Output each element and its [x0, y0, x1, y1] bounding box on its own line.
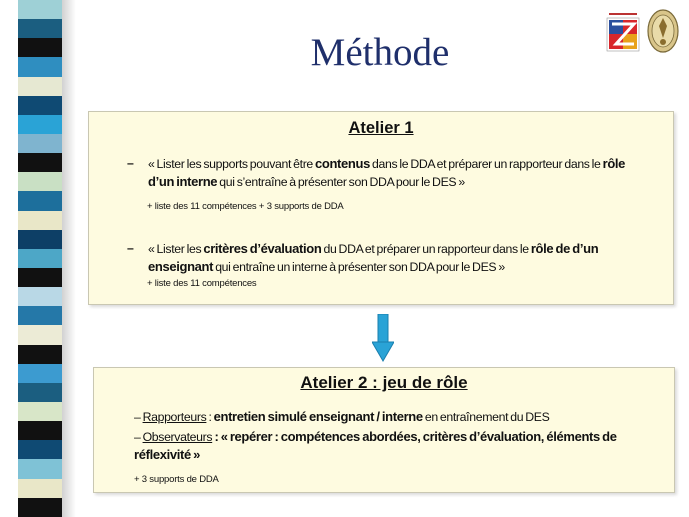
stripe-segment	[18, 153, 62, 172]
emphasis: : « repérer : compétences abordées, critères d’évaluation, éléments de réflexivité »	[134, 429, 617, 462]
atelier-2-box	[93, 367, 675, 493]
stripe-segment	[18, 268, 62, 287]
stripe-segment	[18, 287, 62, 306]
arrow-down-icon	[372, 314, 394, 362]
atelier-1-note-1: + liste des 11 compétences + 3 supports de DDA	[147, 201, 344, 212]
text-segment: du DDA et préparer un rapporteur dans le	[321, 242, 531, 256]
stripe-segment	[18, 96, 62, 115]
stripe-segment	[18, 345, 62, 364]
stripe-segment	[18, 440, 62, 459]
stripe-segment	[18, 191, 62, 210]
stripe-shadow	[62, 0, 76, 517]
atelier-2-line-observateurs	[134, 428, 664, 464]
atelier-1-box	[88, 111, 674, 305]
emphasis: contenus	[315, 156, 370, 171]
dash-bullet: –	[127, 156, 134, 170]
role-label: Observateurs	[142, 430, 213, 444]
slide-title: Méthode	[310, 31, 450, 74]
seal-icon	[647, 8, 679, 54]
atelier-2-line-rapporteurs	[134, 408, 664, 426]
stripe-segment	[18, 77, 62, 96]
emphasis: rôle de d’un enseignant	[148, 241, 599, 274]
text-segment: « Lister les	[148, 242, 204, 256]
emphasis: critères d’évaluation	[203, 241, 322, 256]
stripe-segment	[18, 402, 62, 421]
stripe-segment	[18, 479, 62, 498]
emphasis: rôle d’un interne	[148, 156, 626, 189]
stripe-segment	[18, 306, 62, 325]
university-logo-icon	[606, 10, 640, 52]
dash-bullet: –	[134, 430, 143, 444]
stripe-segment	[18, 38, 62, 57]
stripe-segment	[18, 57, 62, 76]
stripe-segment	[18, 0, 62, 19]
stripe-segment	[18, 134, 62, 153]
text-segment: qui s’entraîne à présenter son DDA pour le DES »	[217, 175, 465, 189]
atelier-2-title: Atelier 2 : jeu de rôle	[300, 373, 468, 392]
stripe-segment	[18, 211, 62, 230]
stripe-segment	[18, 115, 62, 134]
atelier-1-note-2: + liste des 11 compétences	[147, 278, 257, 289]
text-segment: qui entraîne un interne à présenter son DDA pour le DES »	[213, 260, 505, 274]
atelier-1-title: Atelier 1	[348, 119, 414, 137]
text-segment: « Lister les supports pouvant être	[148, 157, 315, 171]
dash-bullet: –	[134, 410, 143, 424]
atelier-1-item-1-text	[127, 155, 647, 191]
atelier-1-item-2-text	[127, 240, 657, 276]
stripe-segment	[18, 459, 62, 478]
text-segment: en entraînement du DES	[422, 410, 550, 424]
role-label: Rapporteurs	[142, 410, 207, 424]
decorative-stripe-bar	[18, 0, 62, 517]
text-segment: :	[206, 410, 214, 424]
stripe-segment	[18, 230, 62, 249]
atelier-1-item-1	[127, 155, 647, 191]
stripe-segment	[18, 383, 62, 402]
stripe-segment	[18, 172, 62, 191]
stripe-segment	[18, 364, 62, 383]
stripe-segment	[18, 325, 62, 344]
atelier-1-item-2	[127, 240, 657, 276]
emphasis: entretien simulé enseignant / interne	[213, 409, 423, 424]
stripe-segment	[18, 421, 62, 440]
stripe-segment	[18, 498, 62, 517]
stripe-segment	[18, 19, 62, 38]
atelier-2-note: + 3 supports de DDA	[134, 474, 219, 485]
stripe-segment	[18, 249, 62, 268]
text-segment: dans le DDA et préparer un rapporteur dans le	[369, 157, 603, 171]
dash-bullet: –	[127, 241, 134, 255]
